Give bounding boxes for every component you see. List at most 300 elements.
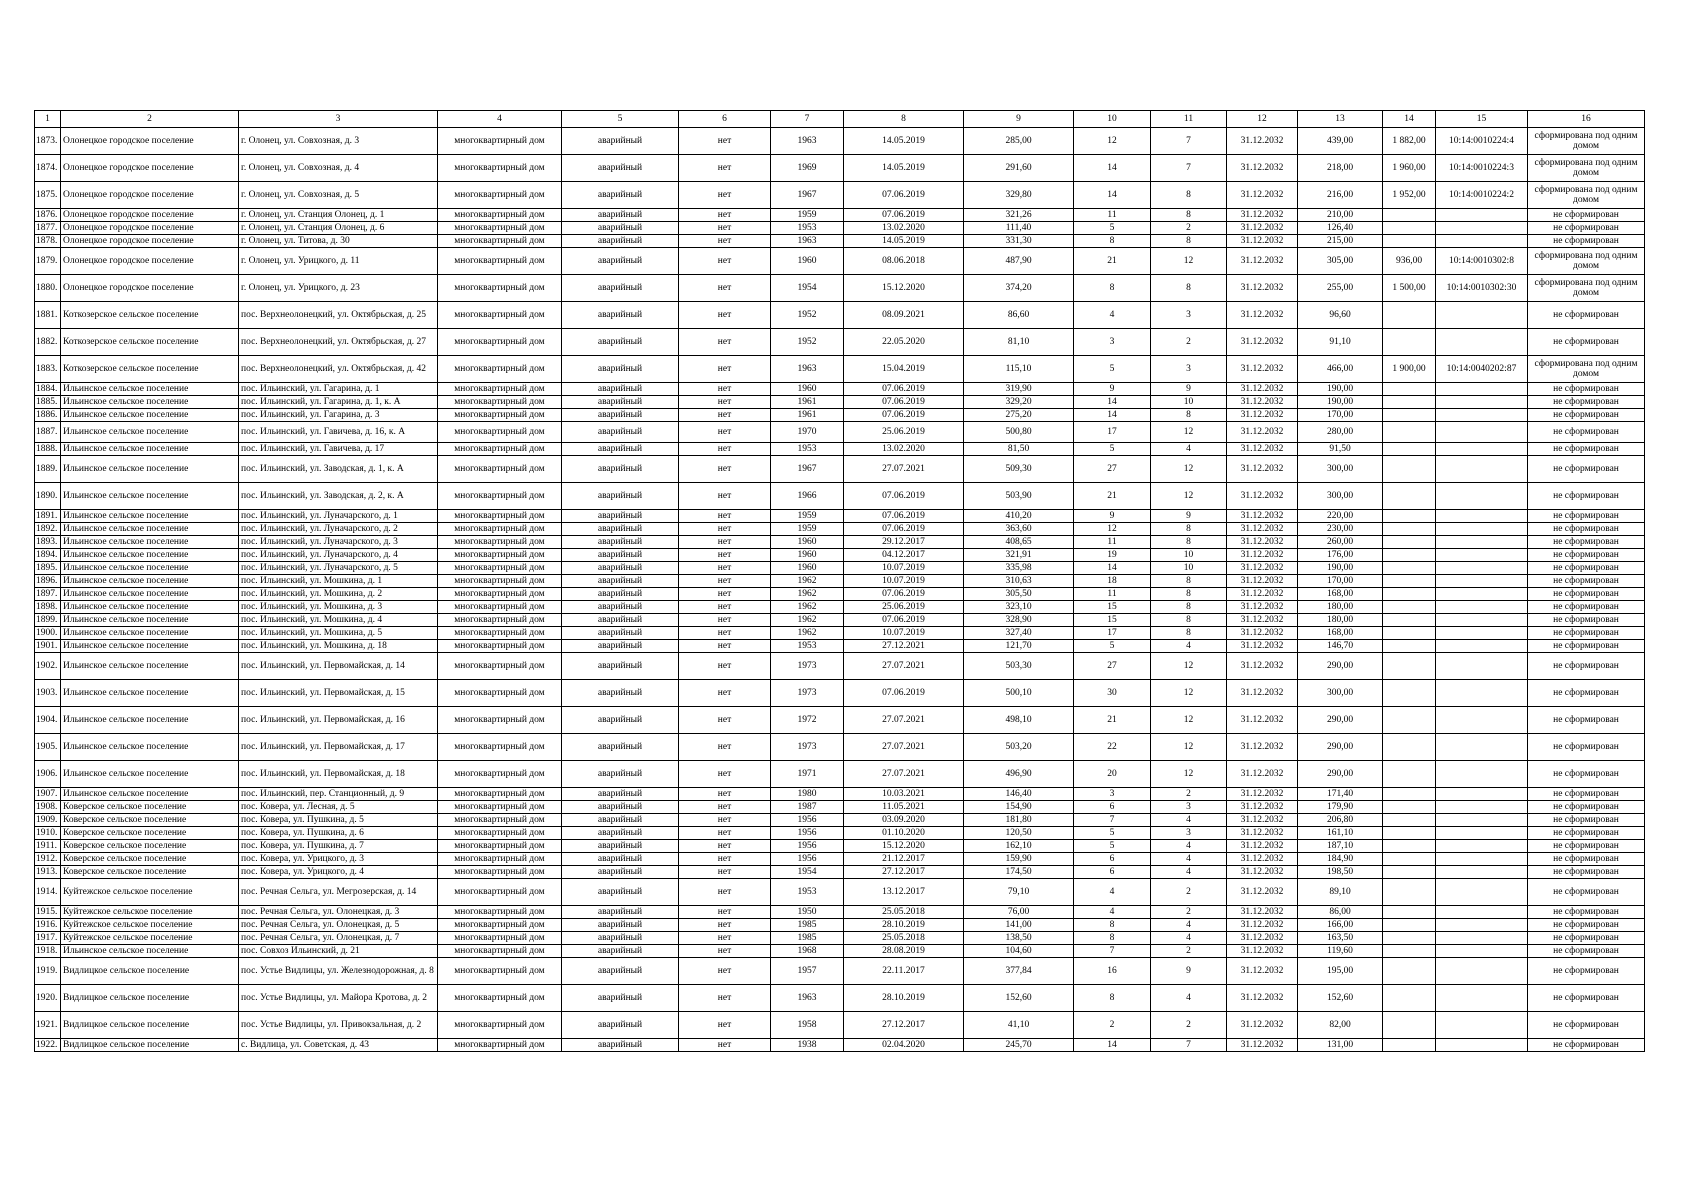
cell-area-value: 180,00	[1298, 614, 1383, 627]
cell-included-flag: нет	[679, 761, 771, 788]
cell-land-area	[1383, 549, 1436, 562]
table-row	[35, 840, 1645, 853]
cell-recognition-date: 29.12.2017	[844, 536, 964, 549]
cell-land-status: не сформирован	[1528, 209, 1645, 222]
cell-address: пос. Ильинский, ул. Первомайская, д. 18	[239, 761, 438, 788]
cell-cadastral-number	[1436, 853, 1528, 866]
cell-address: пос. Ковера, ул. Урицкого, д. 4	[239, 866, 438, 879]
table-row	[35, 409, 1645, 422]
cell-included-flag: нет	[679, 614, 771, 627]
cell-apartments: 10	[1151, 396, 1227, 409]
cell-building-type: многоквартирный дом	[438, 985, 562, 1012]
cell-total-area: 141,00	[964, 919, 1074, 932]
cell-settlement: Ильинское сельское поселение	[61, 588, 239, 601]
cell-land-status: не сформирован	[1528, 640, 1645, 653]
cell-area-value: 96,60	[1298, 302, 1383, 329]
cell-building-type: многоквартирный дом	[438, 275, 562, 302]
cell-deadline: 31.12.2032	[1227, 422, 1298, 443]
cell-address: пос. Ильинский, ул. Гагарина, д. 1	[239, 383, 438, 396]
cell-year-built: 1952	[771, 302, 844, 329]
cell-included-flag: нет	[679, 443, 771, 456]
cell-recognition-date: 07.06.2019	[844, 409, 964, 422]
cell-apartments: 8	[1151, 523, 1227, 536]
cell-year-built: 1971	[771, 761, 844, 788]
cell-address: пос. Речная Сельга, ул. Олонецкая, д. 3	[239, 906, 438, 919]
cell-cadastral-number	[1436, 788, 1528, 801]
cell-area-value: 305,00	[1298, 248, 1383, 275]
table-row	[35, 801, 1645, 814]
cell-residents: 6	[1074, 866, 1151, 879]
cell-cadastral-number	[1436, 919, 1528, 932]
cell-settlement: Ильинское сельское поселение	[61, 443, 239, 456]
cell-recognition-date: 04.12.2017	[844, 549, 964, 562]
cell-total-area: 76,00	[964, 906, 1074, 919]
cell-land-area	[1383, 640, 1436, 653]
cell-recognition-date: 15.12.2020	[844, 840, 964, 853]
cell-row-number: 1886.	[35, 409, 61, 422]
cell-address: пос. Речная Сельга, ул. Мегрозерская, д. 14	[239, 879, 438, 906]
cell-cadastral-number: 10:14:0010224:4	[1436, 128, 1528, 155]
cell-land-status: не сформирован	[1528, 814, 1645, 827]
cell-recognition-date: 13.12.2017	[844, 879, 964, 906]
cell-cadastral-number	[1436, 801, 1528, 814]
cell-year-built: 1958	[771, 1012, 844, 1039]
cell-land-status: не сформирован	[1528, 985, 1645, 1012]
cell-row-number: 1908.	[35, 801, 61, 814]
cell-year-built: 1959	[771, 209, 844, 222]
table-row	[35, 601, 1645, 614]
cell-total-area: 323,10	[964, 601, 1074, 614]
cell-year-built: 1966	[771, 483, 844, 510]
cell-residents: 6	[1074, 853, 1151, 866]
cell-year-built: 1973	[771, 680, 844, 707]
cell-land-status: не сформирован	[1528, 483, 1645, 510]
cell-deadline: 31.12.2032	[1227, 510, 1298, 523]
table-row	[35, 383, 1645, 396]
cell-year-built: 1952	[771, 329, 844, 356]
cell-residents: 5	[1074, 827, 1151, 840]
cell-included-flag: нет	[679, 958, 771, 985]
cell-apartments: 12	[1151, 248, 1227, 275]
cell-apartments: 4	[1151, 814, 1227, 827]
cell-cadastral-number	[1436, 575, 1528, 588]
cell-settlement: Видлицкое сельское поселение	[61, 985, 239, 1012]
cell-recognition-date: 15.12.2020	[844, 275, 964, 302]
cell-included-flag: нет	[679, 383, 771, 396]
cell-residents: 4	[1074, 302, 1151, 329]
cell-condition: аварийный	[562, 575, 679, 588]
cell-cadastral-number	[1436, 302, 1528, 329]
cell-area-value: 176,00	[1298, 549, 1383, 562]
cell-area-value: 168,00	[1298, 627, 1383, 640]
cell-row-number: 1898.	[35, 601, 61, 614]
cell-residents: 20	[1074, 761, 1151, 788]
cell-included-flag: нет	[679, 302, 771, 329]
cell-land-area	[1383, 456, 1436, 483]
cell-included-flag: нет	[679, 422, 771, 443]
cell-address: пос. Ковера, ул. Пушкина, д. 5	[239, 814, 438, 827]
cell-settlement: Ильинское сельское поселение	[61, 945, 239, 958]
cell-land-status: не сформирован	[1528, 788, 1645, 801]
cell-deadline: 31.12.2032	[1227, 945, 1298, 958]
cell-row-number: 1876.	[35, 209, 61, 222]
cell-deadline: 31.12.2032	[1227, 627, 1298, 640]
cell-recognition-date: 13.02.2020	[844, 222, 964, 235]
cell-settlement: Олонецкое городское поселение	[61, 155, 239, 182]
cell-building-type: многоквартирный дом	[438, 549, 562, 562]
cell-included-flag: нет	[679, 932, 771, 945]
cell-residents: 5	[1074, 356, 1151, 383]
cell-included-flag: нет	[679, 788, 771, 801]
table-row	[35, 588, 1645, 601]
cell-row-number: 1892.	[35, 523, 61, 536]
cell-row-number: 1891.	[35, 510, 61, 523]
cell-row-number: 1890.	[35, 483, 61, 510]
cell-deadline: 31.12.2032	[1227, 734, 1298, 761]
cell-address: пос. Совхоз Ильинский, д. 21	[239, 945, 438, 958]
cell-condition: аварийный	[562, 1012, 679, 1039]
cell-total-area: 104,60	[964, 945, 1074, 958]
cell-address: пос. Ильинский, ул. Заводская, д. 1, к. А	[239, 456, 438, 483]
cell-condition: аварийный	[562, 409, 679, 422]
cell-residents: 9	[1074, 510, 1151, 523]
cell-condition: аварийный	[562, 182, 679, 209]
cell-building-type: многоквартирный дом	[438, 788, 562, 801]
cell-area-value: 290,00	[1298, 761, 1383, 788]
cell-apartments: 3	[1151, 801, 1227, 814]
cell-apartments: 9	[1151, 510, 1227, 523]
cell-address: пос. Ильинский, ул. Мошкина, д. 5	[239, 627, 438, 640]
table-row	[35, 536, 1645, 549]
cell-settlement: Ильинское сельское поселение	[61, 536, 239, 549]
cell-included-flag: нет	[679, 523, 771, 536]
cell-address: пос. Ильинский, ул. Гавичева, д. 16, к. А	[239, 422, 438, 443]
cell-total-area: 41,10	[964, 1012, 1074, 1039]
cell-total-area: 496,90	[964, 761, 1074, 788]
cell-included-flag: нет	[679, 853, 771, 866]
cell-land-status: не сформирован	[1528, 536, 1645, 549]
cell-recognition-date: 27.07.2021	[844, 707, 964, 734]
cell-land-status: не сформирован	[1528, 761, 1645, 788]
cell-residents: 6	[1074, 801, 1151, 814]
cell-settlement: Олонецкое городское поселение	[61, 248, 239, 275]
cell-included-flag: нет	[679, 536, 771, 549]
cell-deadline: 31.12.2032	[1227, 562, 1298, 575]
cell-recognition-date: 07.06.2019	[844, 383, 964, 396]
cell-settlement: Куйтежское сельское поселение	[61, 879, 239, 906]
cell-total-area: 327,40	[964, 627, 1074, 640]
header-cell-recognition-date: 8	[844, 111, 964, 128]
cell-year-built: 1954	[771, 275, 844, 302]
cell-building-type: многоквартирный дом	[438, 640, 562, 653]
cell-settlement: Ильинское сельское поселение	[61, 562, 239, 575]
cell-deadline: 31.12.2032	[1227, 906, 1298, 919]
cell-cadastral-number	[1436, 523, 1528, 536]
cell-area-value: 190,00	[1298, 396, 1383, 409]
cell-cadastral-number	[1436, 932, 1528, 945]
cell-residents: 14	[1074, 1039, 1151, 1052]
header-cell-land-area: 14	[1383, 111, 1436, 128]
cell-row-number: 1873.	[35, 128, 61, 155]
cell-area-value: 89,10	[1298, 879, 1383, 906]
cell-total-area: 377,84	[964, 958, 1074, 985]
register-table-container	[34, 110, 1638, 1052]
table-row	[35, 549, 1645, 562]
cell-cadastral-number	[1436, 222, 1528, 235]
cell-cadastral-number	[1436, 1012, 1528, 1039]
cell-included-flag: нет	[679, 356, 771, 383]
cell-condition: аварийный	[562, 155, 679, 182]
cell-included-flag: нет	[679, 182, 771, 209]
cell-apartments: 10	[1151, 562, 1227, 575]
cell-total-area: 81,50	[964, 443, 1074, 456]
cell-address: пос. Ильинский, ул. Гавичева, д. 17	[239, 443, 438, 456]
cell-area-value: 300,00	[1298, 456, 1383, 483]
cell-condition: аварийный	[562, 456, 679, 483]
header-cell-address: 3	[239, 111, 438, 128]
cell-total-area: 503,90	[964, 483, 1074, 510]
cell-condition: аварийный	[562, 814, 679, 827]
table-row	[35, 510, 1645, 523]
cell-total-area: 374,20	[964, 275, 1074, 302]
cell-row-number: 1882.	[35, 329, 61, 356]
cell-year-built: 1950	[771, 906, 844, 919]
cell-row-number: 1883.	[35, 356, 61, 383]
table-row	[35, 866, 1645, 879]
cell-year-built: 1963	[771, 235, 844, 248]
cell-settlement: Ильинское сельское поселение	[61, 707, 239, 734]
cell-area-value: 190,00	[1298, 562, 1383, 575]
header-cell-land-status: 16	[1528, 111, 1645, 128]
cell-building-type: многоквартирный дом	[438, 906, 562, 919]
cell-area-value: 152,60	[1298, 985, 1383, 1012]
cell-condition: аварийный	[562, 827, 679, 840]
cell-settlement: Ильинское сельское поселение	[61, 549, 239, 562]
cell-area-value: 198,50	[1298, 866, 1383, 879]
cell-included-flag: нет	[679, 329, 771, 356]
cell-land-status: сформирована под одним домом	[1528, 356, 1645, 383]
cell-residents: 14	[1074, 409, 1151, 422]
cell-area-value: 166,00	[1298, 919, 1383, 932]
cell-settlement: Ильинское сельское поселение	[61, 396, 239, 409]
table-body	[35, 111, 1645, 1052]
cell-total-area: 154,90	[964, 801, 1074, 814]
cell-cadastral-number	[1436, 235, 1528, 248]
cell-cadastral-number	[1436, 840, 1528, 853]
cell-building-type: многоквартирный дом	[438, 209, 562, 222]
cell-row-number: 1920.	[35, 985, 61, 1012]
cell-land-status: не сформирован	[1528, 510, 1645, 523]
cell-land-status: не сформирован	[1528, 222, 1645, 235]
cell-building-type: многоквартирный дом	[438, 627, 562, 640]
cell-area-value: 126,40	[1298, 222, 1383, 235]
cell-settlement: Куйтежское сельское поселение	[61, 932, 239, 945]
cell-land-area	[1383, 827, 1436, 840]
cell-deadline: 31.12.2032	[1227, 155, 1298, 182]
cell-building-type: многоквартирный дом	[438, 483, 562, 510]
cell-address: пос. Ковера, ул. Пушкина, д. 7	[239, 840, 438, 853]
cell-residents: 11	[1074, 209, 1151, 222]
cell-year-built: 1963	[771, 356, 844, 383]
cell-recognition-date: 07.06.2019	[844, 614, 964, 627]
cell-recognition-date: 27.07.2021	[844, 456, 964, 483]
cell-recognition-date: 25.06.2019	[844, 601, 964, 614]
cell-apartments: 3	[1151, 827, 1227, 840]
cell-land-area	[1383, 601, 1436, 614]
cell-total-area: 408,65	[964, 536, 1074, 549]
cell-year-built: 1953	[771, 879, 844, 906]
cell-address: пос. Устье Видлицы, ул. Железнодорожная, д. 8	[239, 958, 438, 985]
cell-cadastral-number	[1436, 329, 1528, 356]
cell-address: пос. Ильинский, ул. Луначарского, д. 4	[239, 549, 438, 562]
cell-cadastral-number	[1436, 653, 1528, 680]
cell-building-type: многоквартирный дом	[438, 443, 562, 456]
cell-residents: 8	[1074, 985, 1151, 1012]
cell-deadline: 31.12.2032	[1227, 248, 1298, 275]
cell-residents: 14	[1074, 396, 1151, 409]
cell-row-number: 1907.	[35, 788, 61, 801]
cell-land-status: сформирована под одним домом	[1528, 128, 1645, 155]
cell-year-built: 1967	[771, 182, 844, 209]
cell-total-area: 328,90	[964, 614, 1074, 627]
cell-condition: аварийный	[562, 919, 679, 932]
cell-included-flag: нет	[679, 235, 771, 248]
cell-row-number: 1912.	[35, 853, 61, 866]
cell-deadline: 31.12.2032	[1227, 536, 1298, 549]
cell-row-number: 1893.	[35, 536, 61, 549]
cell-land-status: сформирована под одним домом	[1528, 248, 1645, 275]
cell-settlement: Видлицкое сельское поселение	[61, 1039, 239, 1052]
cell-total-area: 335,98	[964, 562, 1074, 575]
cell-address: г. Олонец, ул. Урицкого, д. 11	[239, 248, 438, 275]
cell-land-status: не сформирован	[1528, 456, 1645, 483]
cell-year-built: 1956	[771, 853, 844, 866]
cell-row-number: 1917.	[35, 932, 61, 945]
cell-recognition-date: 10.03.2021	[844, 788, 964, 801]
cell-year-built: 1961	[771, 409, 844, 422]
cell-land-area	[1383, 1039, 1436, 1052]
cell-residents: 4	[1074, 879, 1151, 906]
cell-building-type: многоквартирный дом	[438, 155, 562, 182]
cell-condition: аварийный	[562, 222, 679, 235]
cell-settlement: Видлицкое сельское поселение	[61, 1012, 239, 1039]
cell-residents: 21	[1074, 483, 1151, 510]
cell-included-flag: нет	[679, 483, 771, 510]
cell-land-status: не сформирован	[1528, 853, 1645, 866]
cell-apartments: 8	[1151, 275, 1227, 302]
cell-building-type: многоквартирный дом	[438, 932, 562, 945]
cell-recognition-date: 11.05.2021	[844, 801, 964, 814]
cell-area-value: 170,00	[1298, 575, 1383, 588]
cell-recognition-date: 01.10.2020	[844, 827, 964, 840]
cell-residents: 7	[1074, 945, 1151, 958]
cell-condition: аварийный	[562, 840, 679, 853]
cell-building-type: многоквартирный дом	[438, 707, 562, 734]
cell-cadastral-number	[1436, 456, 1528, 483]
cell-land-status: не сформирован	[1528, 614, 1645, 627]
table-row	[35, 827, 1645, 840]
cell-cadastral-number	[1436, 985, 1528, 1012]
table-row	[35, 155, 1645, 182]
cell-apartments: 4	[1151, 853, 1227, 866]
cell-residents: 21	[1074, 707, 1151, 734]
cell-condition: аварийный	[562, 443, 679, 456]
cell-land-status: не сформирован	[1528, 383, 1645, 396]
cell-building-type: многоквартирный дом	[438, 456, 562, 483]
cell-deadline: 31.12.2032	[1227, 182, 1298, 209]
cell-condition: аварийный	[562, 275, 679, 302]
table-row	[35, 275, 1645, 302]
cell-total-area: 138,50	[964, 932, 1074, 945]
table-row	[35, 945, 1645, 958]
cell-apartments: 12	[1151, 653, 1227, 680]
cell-land-status: не сформирован	[1528, 906, 1645, 919]
cell-address: пос. Ильинский, ул. Мошкина, д. 1	[239, 575, 438, 588]
cell-condition: аварийный	[562, 801, 679, 814]
cell-included-flag: нет	[679, 827, 771, 840]
cell-land-status: не сформирован	[1528, 1039, 1645, 1052]
cell-year-built: 1962	[771, 588, 844, 601]
cell-area-value: 190,00	[1298, 383, 1383, 396]
cell-condition: аварийный	[562, 614, 679, 627]
table-row	[35, 653, 1645, 680]
cell-total-area: 121,70	[964, 640, 1074, 653]
cell-land-status: не сформирован	[1528, 588, 1645, 601]
cell-year-built: 1963	[771, 985, 844, 1012]
cell-land-status: не сформирован	[1528, 523, 1645, 536]
cell-condition: аварийный	[562, 209, 679, 222]
cell-land-area	[1383, 523, 1436, 536]
cell-year-built: 1968	[771, 945, 844, 958]
cell-row-number: 1879.	[35, 248, 61, 275]
cell-area-value: 215,00	[1298, 235, 1383, 248]
cell-land-status: не сформирован	[1528, 827, 1645, 840]
cell-total-area: 321,26	[964, 209, 1074, 222]
table-row	[35, 209, 1645, 222]
cell-year-built: 1985	[771, 919, 844, 932]
cell-total-area: 329,20	[964, 396, 1074, 409]
cell-row-number: 1910.	[35, 827, 61, 840]
cell-settlement: Олонецкое городское поселение	[61, 128, 239, 155]
cell-land-status: не сформирован	[1528, 707, 1645, 734]
cell-land-area: 1 900,00	[1383, 356, 1436, 383]
cell-deadline: 31.12.2032	[1227, 575, 1298, 588]
cell-address: пос. Ильинский, ул. Заводская, д. 2, к. А	[239, 483, 438, 510]
cell-cadastral-number	[1436, 396, 1528, 409]
cell-deadline: 31.12.2032	[1227, 640, 1298, 653]
table-row	[35, 814, 1645, 827]
cell-total-area: 146,40	[964, 788, 1074, 801]
cell-deadline: 31.12.2032	[1227, 788, 1298, 801]
cell-building-type: многоквартирный дом	[438, 879, 562, 906]
cell-area-value: 290,00	[1298, 707, 1383, 734]
cell-row-number: 1922.	[35, 1039, 61, 1052]
cell-row-number: 1921.	[35, 1012, 61, 1039]
cell-year-built: 1938	[771, 1039, 844, 1052]
cell-included-flag: нет	[679, 409, 771, 422]
cell-area-value: 171,40	[1298, 788, 1383, 801]
cell-apartments: 12	[1151, 680, 1227, 707]
cell-recognition-date: 08.09.2021	[844, 302, 964, 329]
cell-area-value: 195,00	[1298, 958, 1383, 985]
cell-recognition-date: 25.05.2018	[844, 932, 964, 945]
cell-settlement: Ильинское сельское поселение	[61, 383, 239, 396]
cell-included-flag: нет	[679, 1012, 771, 1039]
cell-land-status: не сформирован	[1528, 919, 1645, 932]
cell-row-number: 1896.	[35, 575, 61, 588]
cell-row-number: 1903.	[35, 680, 61, 707]
cell-land-status: сформирована под одним домом	[1528, 182, 1645, 209]
